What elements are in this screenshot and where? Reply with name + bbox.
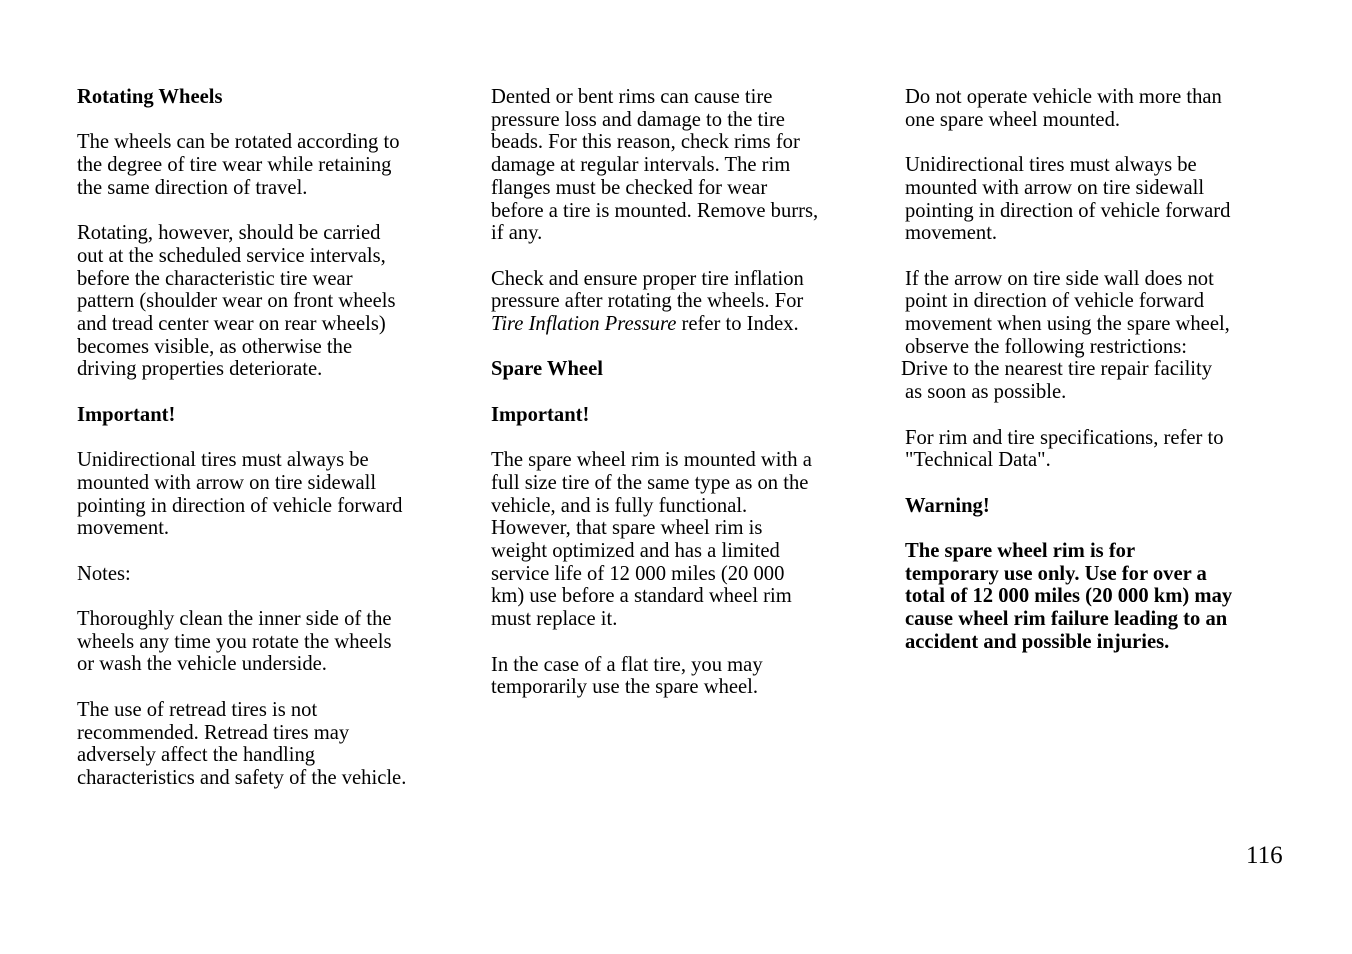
paragraph: The use of retread tires is not recommended. Retread tires may adversely affect the handling characteristics and safety of the vehicle. xyxy=(77,698,407,789)
paragraph: Thoroughly clean the inner side of the wheels any time you rotate the wheels or wash the vehicle underside. xyxy=(77,608,392,676)
paragraph: The wheels can be rotated according to the degree of tire wear while retaining the same direction of travel. xyxy=(77,131,400,199)
paragraph: Dented or bent rims can cause tire pressure loss and damage to the tire beads. For this reason, check rims for damage at regular intervals. The rim flanges must be checked for wear before a tire is mounted. Remove burrs, if any. xyxy=(491,86,819,245)
right-column xyxy=(901,86,1305,676)
section-heading-spare-wheel: Spare Wheel xyxy=(491,358,603,381)
page-number: 116 xyxy=(1246,842,1283,869)
restriction-item: Drive to the nearest tire repair facility xyxy=(901,358,1213,381)
paragraph: Unidirectional tires must always be mounted with arrow on tire sidewall pointing in direction of vehicle forward movement. xyxy=(905,154,1231,245)
important-label: Important! xyxy=(77,403,176,426)
paragraph-text: refer to Index. xyxy=(676,313,799,336)
warning-label: Warning! xyxy=(905,494,990,517)
paragraph: Do not operate vehicle with more than one spare wheel mounted. xyxy=(905,86,1222,131)
paragraph-inflation xyxy=(491,268,871,336)
important-label: Important! xyxy=(491,403,590,426)
section-heading-rotating-wheels: Rotating Wheels xyxy=(77,86,223,108)
paragraph: The spare wheel rim is mounted with a full size tire of the same type as on the vehicle, and is fully functional. However, that spare wheel rim is weight optimized and has a limited service life of 12 000 miles (20 000 km) use before a standard wheel rim must replace it. xyxy=(491,449,812,631)
middle-column xyxy=(491,86,871,722)
paragraph: Rotating, however, should be carried out at the scheduled service intervals, before the characteristic tire wear pattern (shoulder wear on front wheels and tread center wear on rear wheels) becomes visible, as otherwise the driving properties deteriorate. xyxy=(77,222,396,381)
restrictions-block xyxy=(901,267,1305,404)
paragraph: In the case of a flat tire, you may temporarily use the spare wheel. xyxy=(491,653,763,699)
notes-label: Notes: xyxy=(77,562,131,585)
paragraph: For rim and tire specifications, refer to "Technical Data". xyxy=(905,426,1224,472)
left-column xyxy=(77,86,452,812)
paragraph: Unidirectional tires must always be mounted with arrow on tire sidewall pointing in direction of vehicle forward movement. xyxy=(77,449,403,540)
warning-text: The spare wheel rim is for temporary use only. Use for over a total of 12 000 miles (20 000 km) may cause wheel rim failure leading to an accident and possible injuries. xyxy=(905,539,1233,653)
restriction-item-continued: as soon as possible. xyxy=(905,381,1067,404)
paragraph: If the arrow on tire side wall does not point in direction of vehicle forward movement when using the spare wheel, observe the following restrictions: xyxy=(905,267,1230,358)
paragraph-text: Check and ensure proper tire inflation pressure after rotating the wheels. For xyxy=(491,267,804,313)
index-reference: Tire Inflation Pressure xyxy=(491,313,677,336)
